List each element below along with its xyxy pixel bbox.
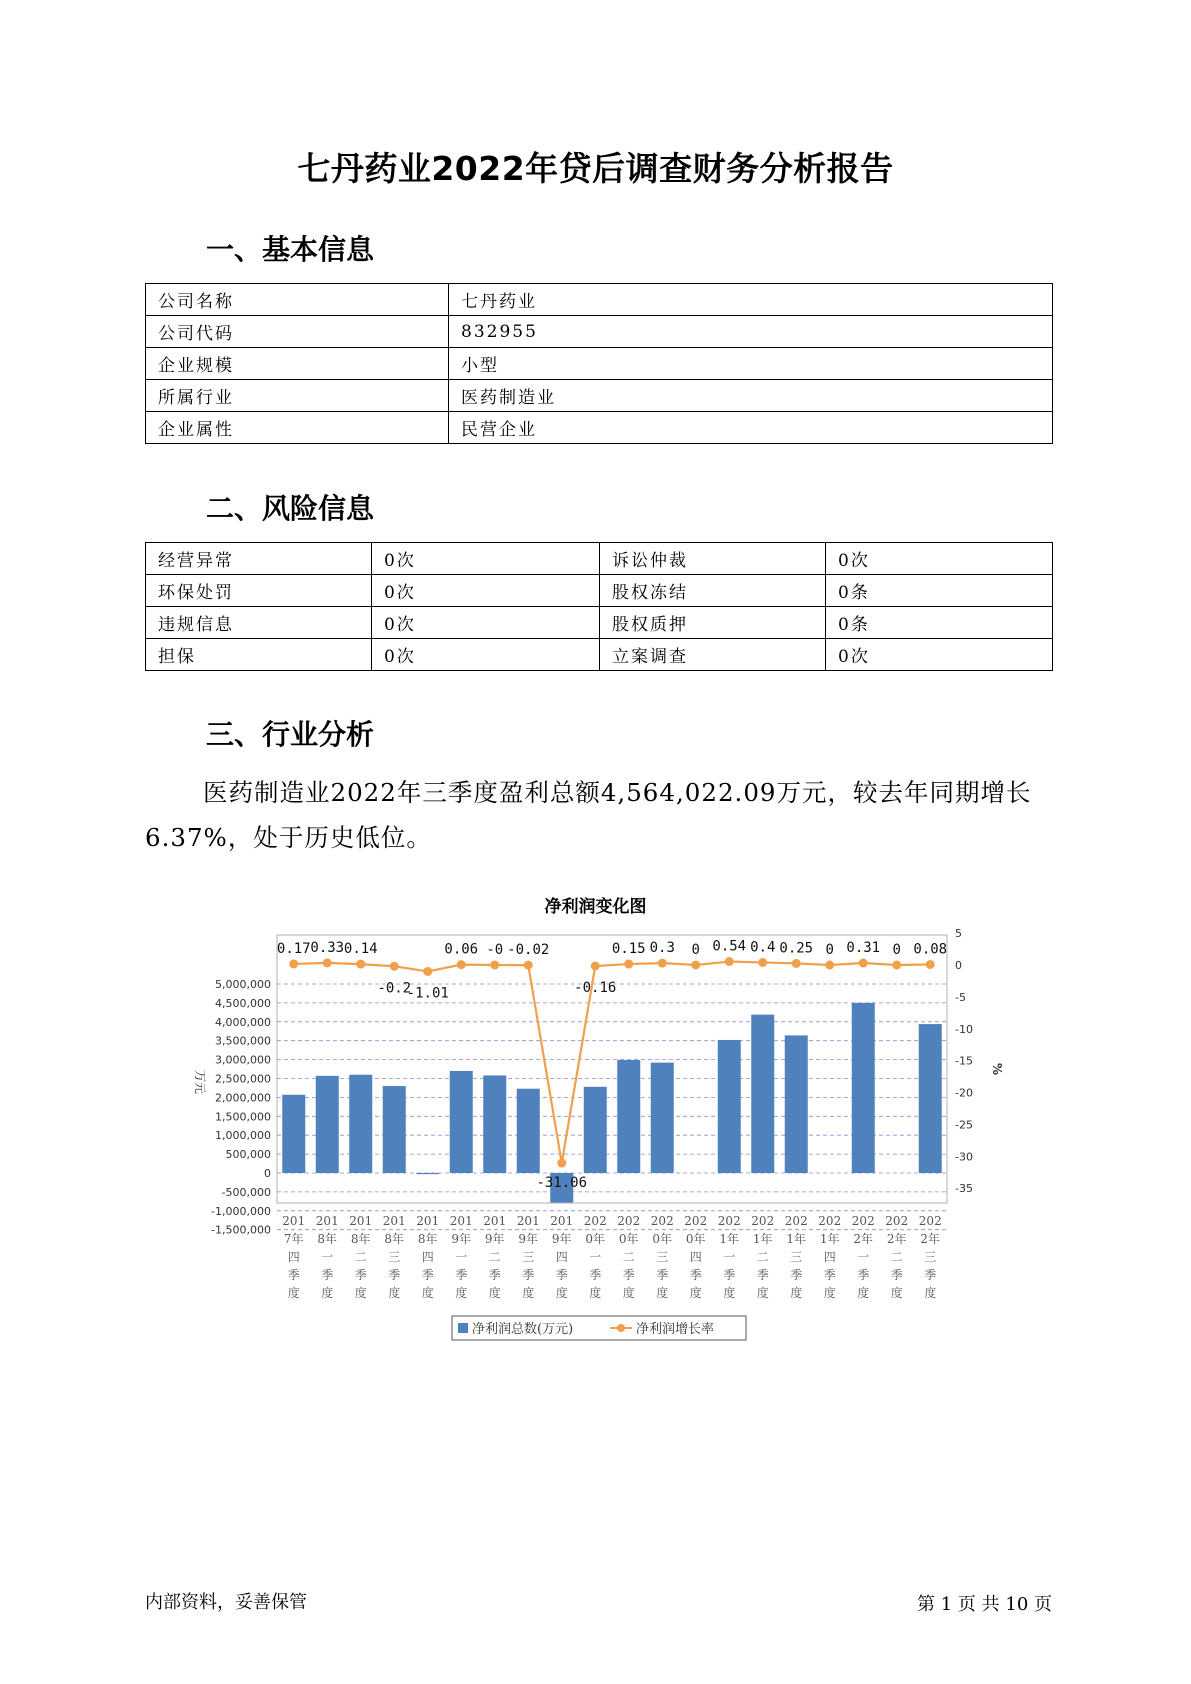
bar — [852, 1003, 875, 1173]
risk-info-table — [145, 542, 1053, 671]
x-tick-label: 9年 — [451, 1232, 472, 1246]
x-tick-label: 度 — [321, 1286, 334, 1300]
legend-line-label: 净利润增长率 — [636, 1322, 715, 1337]
table-row — [146, 575, 1053, 607]
risk-value: 0次 — [826, 543, 1053, 575]
x-tick-label: 1年 — [719, 1232, 740, 1246]
growth-rate-point — [792, 959, 801, 968]
data-label: 0.06 — [444, 941, 479, 958]
risk-label: 经营异常 — [146, 543, 372, 575]
bar — [450, 1071, 473, 1173]
y-left-tick-label: 5,000,000 — [215, 978, 271, 991]
risk-label: 股权冻结 — [600, 575, 826, 607]
x-tick-label: 二 — [488, 1250, 501, 1264]
basic-info-value: 医药制造业 — [449, 380, 1053, 412]
net-profit-chart — [190, 920, 1004, 1350]
x-tick-label: 度 — [924, 1286, 937, 1300]
growth-rate-point — [624, 960, 633, 969]
x-tick-label: 度 — [354, 1286, 367, 1300]
x-tick-label: 0年 — [618, 1232, 639, 1246]
growth-rate-point — [524, 961, 533, 970]
basic-info-value: 832955 — [449, 316, 1053, 348]
x-tick-label: 202 — [583, 1214, 607, 1228]
table-row — [146, 284, 1053, 316]
y-left-tick-label: -1,000,000 — [211, 1204, 271, 1218]
x-tick-label: 2年 — [886, 1232, 907, 1246]
industry-analysis-paragraph: 医药制造业2022年三季度盈利总额4,564,022.09万元，较去年同期增长6.37%，处于历史低位。 — [145, 778, 1032, 852]
x-tick-label: 度 — [790, 1286, 803, 1300]
x-tick-label: 四 — [421, 1250, 434, 1264]
bar — [617, 1060, 640, 1173]
x-tick-label: 1年 — [819, 1232, 840, 1246]
growth-rate-point — [892, 961, 901, 970]
bar — [517, 1089, 540, 1173]
x-tick-label: 2年 — [853, 1232, 874, 1246]
y-right-axis-label: % — [990, 1063, 1004, 1076]
x-tick-label: 二 — [756, 1250, 769, 1264]
risk-value: 0次 — [372, 607, 600, 639]
risk-value: 0次 — [372, 639, 600, 671]
x-tick-label: 季 — [589, 1268, 602, 1282]
y-left-tick-label: 4,000,000 — [215, 1015, 271, 1029]
x-tick-label: 季 — [656, 1268, 669, 1282]
basic-info-value: 小型 — [449, 348, 1053, 380]
y-left-tick-label: 1,500,000 — [215, 1110, 271, 1124]
risk-label: 诉讼仲裁 — [600, 543, 826, 575]
x-tick-label: 度 — [823, 1286, 836, 1300]
x-tick-label: 0年 — [585, 1232, 606, 1246]
section-risk-info-heading: 二、风险信息 — [206, 492, 375, 525]
x-tick-label: 季 — [857, 1268, 870, 1282]
y-left-tick-label: 1,000,000 — [215, 1129, 271, 1143]
x-tick-label: 季 — [723, 1268, 736, 1282]
y-left-tick-label: 2,000,000 — [215, 1091, 271, 1105]
basic-info-value: 七丹药业 — [449, 284, 1053, 316]
growth-rate-point — [591, 962, 600, 971]
y-right-tick-label: -20 — [955, 1086, 973, 1100]
x-tick-label: 三 — [522, 1250, 535, 1264]
x-tick-label: 201 — [315, 1214, 339, 1228]
table-row — [146, 348, 1053, 380]
data-label: 0.14 — [343, 941, 378, 958]
bar — [416, 1173, 439, 1174]
x-tick-label: 四 — [287, 1250, 300, 1264]
x-tick-label: 季 — [421, 1268, 434, 1282]
growth-rate-point — [490, 961, 499, 970]
x-tick-label: 度 — [589, 1286, 602, 1300]
x-tick-label: 度 — [857, 1286, 870, 1300]
x-tick-label: 9年 — [484, 1232, 505, 1246]
growth-rate-point — [658, 959, 667, 968]
x-tick-label: 201 — [349, 1214, 373, 1228]
x-tick-label: 202 — [717, 1214, 741, 1228]
y-left-tick-label: 2,500,000 — [215, 1072, 271, 1086]
x-tick-label: 8年 — [417, 1232, 438, 1246]
growth-rate-point — [457, 960, 466, 969]
x-tick-label: 季 — [388, 1268, 401, 1282]
x-tick-label: 四 — [823, 1250, 836, 1264]
x-tick-label: 2年 — [920, 1232, 941, 1246]
y-left-tick-label: 500,000 — [225, 1148, 271, 1162]
section-basic-info-heading: 一、基本信息 — [206, 233, 375, 266]
x-tick-label: 1年 — [786, 1232, 807, 1246]
report-title: 七丹药业2022年贷后调查财务分析报告 — [297, 149, 894, 188]
x-tick-label: 度 — [555, 1286, 568, 1300]
x-tick-label: 季 — [488, 1268, 501, 1282]
x-tick-label: 度 — [723, 1286, 736, 1300]
basic-info-value: 民营企业 — [449, 412, 1053, 444]
x-tick-label: 季 — [823, 1268, 836, 1282]
x-tick-label: 度 — [756, 1286, 769, 1300]
y-right-tick-label: 5 — [955, 927, 962, 941]
growth-rate-point — [289, 959, 298, 968]
x-tick-label: 202 — [751, 1214, 775, 1228]
x-tick-label: 7年 — [283, 1232, 304, 1246]
growth-rate-point — [323, 958, 332, 967]
x-tick-label: 季 — [455, 1268, 468, 1282]
x-tick-label: 202 — [851, 1214, 875, 1228]
x-tick-label: 201 — [416, 1214, 440, 1228]
growth-rate-point — [926, 960, 935, 969]
growth-rate-point — [557, 1159, 566, 1168]
y-left-tick-label: 4,500,000 — [215, 996, 271, 1010]
data-label: -0.2 — [377, 980, 412, 997]
growth-rate-point — [825, 961, 834, 970]
bar — [651, 1063, 674, 1173]
bar — [383, 1086, 406, 1173]
y-left-tick-label: 0 — [264, 1167, 271, 1180]
risk-label: 股权质押 — [600, 607, 826, 639]
x-tick-label: 度 — [656, 1286, 669, 1300]
bar — [919, 1024, 942, 1173]
growth-rate-point — [691, 961, 700, 970]
data-label: 0 — [691, 942, 700, 958]
x-tick-label: 度 — [421, 1286, 434, 1300]
x-tick-label: 季 — [287, 1268, 300, 1282]
x-tick-label: 季 — [924, 1268, 937, 1282]
y-right-tick-label: 0 — [955, 959, 962, 972]
x-tick-label: 0年 — [685, 1232, 706, 1246]
x-tick-label: 201 — [550, 1214, 574, 1228]
x-tick-label: 度 — [890, 1286, 903, 1300]
y-right-tick-label: -25 — [955, 1118, 973, 1132]
growth-rate-point — [390, 962, 399, 971]
growth-rate-point — [758, 958, 767, 967]
x-tick-label: 201 — [516, 1214, 540, 1228]
section-industry-heading: 三、行业分析 — [206, 718, 375, 751]
data-label: 0.15 — [611, 941, 646, 958]
x-tick-label: 9年 — [518, 1232, 539, 1246]
y-right-tick-label: -35 — [955, 1182, 973, 1196]
x-tick-label: 一 — [723, 1250, 736, 1264]
x-tick-label: 202 — [684, 1214, 708, 1228]
x-tick-label: 度 — [287, 1286, 300, 1300]
bar — [718, 1040, 741, 1173]
bar — [483, 1075, 506, 1173]
x-tick-label: 三 — [790, 1250, 803, 1264]
x-tick-label: 202 — [885, 1214, 909, 1228]
x-tick-label: 202 — [617, 1214, 641, 1228]
x-tick-label: 四 — [689, 1250, 702, 1264]
basic-info-table — [145, 283, 1053, 444]
data-label: 0.17 — [276, 940, 311, 957]
data-label: 0.4 — [750, 939, 776, 956]
basic-info-label: 所属行业 — [146, 380, 449, 412]
x-tick-label: 季 — [890, 1268, 903, 1282]
data-label: -0.16 — [574, 980, 617, 997]
x-tick-label: 度 — [388, 1286, 401, 1300]
risk-value: 0次 — [372, 575, 600, 607]
y-right-tick-label: -30 — [955, 1150, 973, 1164]
x-tick-label: 二 — [354, 1250, 367, 1264]
chart-title: 净利润变化图 — [544, 897, 647, 917]
y-left-axis-label: 万元 — [193, 1070, 207, 1095]
x-tick-label: 季 — [689, 1268, 702, 1282]
basic-info-label: 企业属性 — [146, 412, 449, 444]
risk-value: 0条 — [826, 607, 1053, 639]
x-tick-label: 度 — [455, 1286, 468, 1300]
growth-rate-point — [725, 957, 734, 966]
x-tick-label: 度 — [522, 1286, 535, 1300]
x-tick-label: 季 — [622, 1268, 635, 1282]
data-label: 0 — [892, 942, 901, 958]
data-label: -1.01 — [406, 985, 449, 1002]
y-right-tick-label: -15 — [955, 1054, 973, 1068]
bar — [349, 1075, 372, 1173]
x-tick-label: 8年 — [317, 1232, 338, 1246]
table-row — [146, 639, 1053, 671]
risk-label: 立案调查 — [600, 639, 826, 671]
y-right-tick-label: -10 — [955, 1022, 973, 1036]
legend-line-marker — [617, 1324, 625, 1332]
x-tick-label: 度 — [488, 1286, 501, 1300]
x-tick-label: 季 — [790, 1268, 803, 1282]
y-left-tick-label: 3,500,000 — [215, 1034, 271, 1048]
data-label: 0.31 — [846, 940, 881, 957]
x-tick-label: 8年 — [350, 1232, 371, 1246]
table-row — [146, 316, 1053, 348]
x-tick-label: 季 — [354, 1268, 367, 1282]
x-tick-label: 8年 — [384, 1232, 405, 1246]
data-label: 0.54 — [712, 938, 747, 955]
x-tick-label: 202 — [818, 1214, 842, 1228]
x-tick-label: 202 — [918, 1214, 942, 1228]
x-tick-label: 度 — [622, 1286, 635, 1300]
table-row — [146, 543, 1053, 575]
data-label: 0.25 — [779, 940, 814, 957]
x-tick-label: 二 — [890, 1250, 903, 1264]
x-tick-label: 一 — [455, 1250, 468, 1264]
x-tick-label: 201 — [382, 1214, 406, 1228]
footer-confidential-note: 内部资料，妥善保管 — [145, 1592, 307, 1613]
data-label: -0 — [486, 942, 504, 958]
plot-area — [277, 935, 947, 1203]
risk-value: 0条 — [826, 575, 1053, 607]
data-label: 0.08 — [913, 941, 948, 958]
footer-page-number: 第 1 页 共 10 页 — [917, 1594, 1052, 1615]
x-tick-label: 202 — [650, 1214, 674, 1228]
x-tick-label: 季 — [756, 1268, 769, 1282]
x-tick-label: 三 — [388, 1250, 401, 1264]
data-label: -0.02 — [507, 942, 550, 959]
x-tick-label: 9年 — [551, 1232, 572, 1246]
risk-value: 0次 — [372, 543, 600, 575]
data-label: -31.06 — [536, 1175, 588, 1192]
table-row — [146, 607, 1053, 639]
x-tick-label: 三 — [656, 1250, 669, 1264]
legend-bar-label: 净利润总数(万元) — [472, 1322, 574, 1337]
bar — [785, 1035, 808, 1173]
x-tick-label: 一 — [857, 1250, 870, 1264]
bar — [584, 1087, 607, 1173]
growth-rate-point — [859, 959, 868, 968]
y-left-tick-label: -500,000 — [221, 1185, 271, 1199]
bar — [316, 1076, 339, 1173]
risk-label: 担保 — [146, 639, 372, 671]
risk-label: 环保处罚 — [146, 575, 372, 607]
x-tick-label: 四 — [555, 1250, 568, 1264]
x-tick-label: 201 — [483, 1214, 507, 1228]
data-label: 0.33 — [310, 939, 345, 956]
x-tick-label: 1年 — [752, 1232, 773, 1246]
legend-bar-swatch — [458, 1323, 468, 1333]
data-label: 0 — [825, 942, 834, 958]
basic-info-label: 公司代码 — [146, 316, 449, 348]
x-tick-label: 度 — [689, 1286, 702, 1300]
x-tick-label: 202 — [784, 1214, 808, 1228]
x-tick-label: 季 — [321, 1268, 334, 1282]
x-tick-label: 季 — [555, 1268, 568, 1282]
x-tick-label: 一 — [321, 1250, 334, 1264]
y-left-tick-label: -1,500,000 — [211, 1223, 271, 1237]
table-row — [146, 412, 1053, 444]
x-tick-label: 201 — [282, 1214, 306, 1228]
y-left-tick-label: 3,000,000 — [215, 1053, 271, 1067]
basic-info-label: 企业规模 — [146, 348, 449, 380]
y-right-tick-label: -5 — [955, 990, 966, 1004]
growth-rate-point — [356, 960, 365, 969]
risk-label: 违规信息 — [146, 607, 372, 639]
risk-value: 0次 — [826, 639, 1053, 671]
table-row — [146, 380, 1053, 412]
x-tick-label: 三 — [924, 1250, 937, 1264]
data-label: 0.3 — [649, 940, 675, 957]
x-tick-label: 二 — [622, 1250, 635, 1264]
bar — [751, 1015, 774, 1173]
growth-rate-point — [423, 967, 432, 976]
x-tick-label: 季 — [522, 1268, 535, 1282]
bar — [282, 1095, 305, 1173]
x-tick-label: 0年 — [652, 1232, 673, 1246]
basic-info-label: 公司名称 — [146, 284, 449, 316]
x-tick-label: 一 — [589, 1250, 602, 1264]
x-tick-label: 201 — [449, 1214, 473, 1228]
